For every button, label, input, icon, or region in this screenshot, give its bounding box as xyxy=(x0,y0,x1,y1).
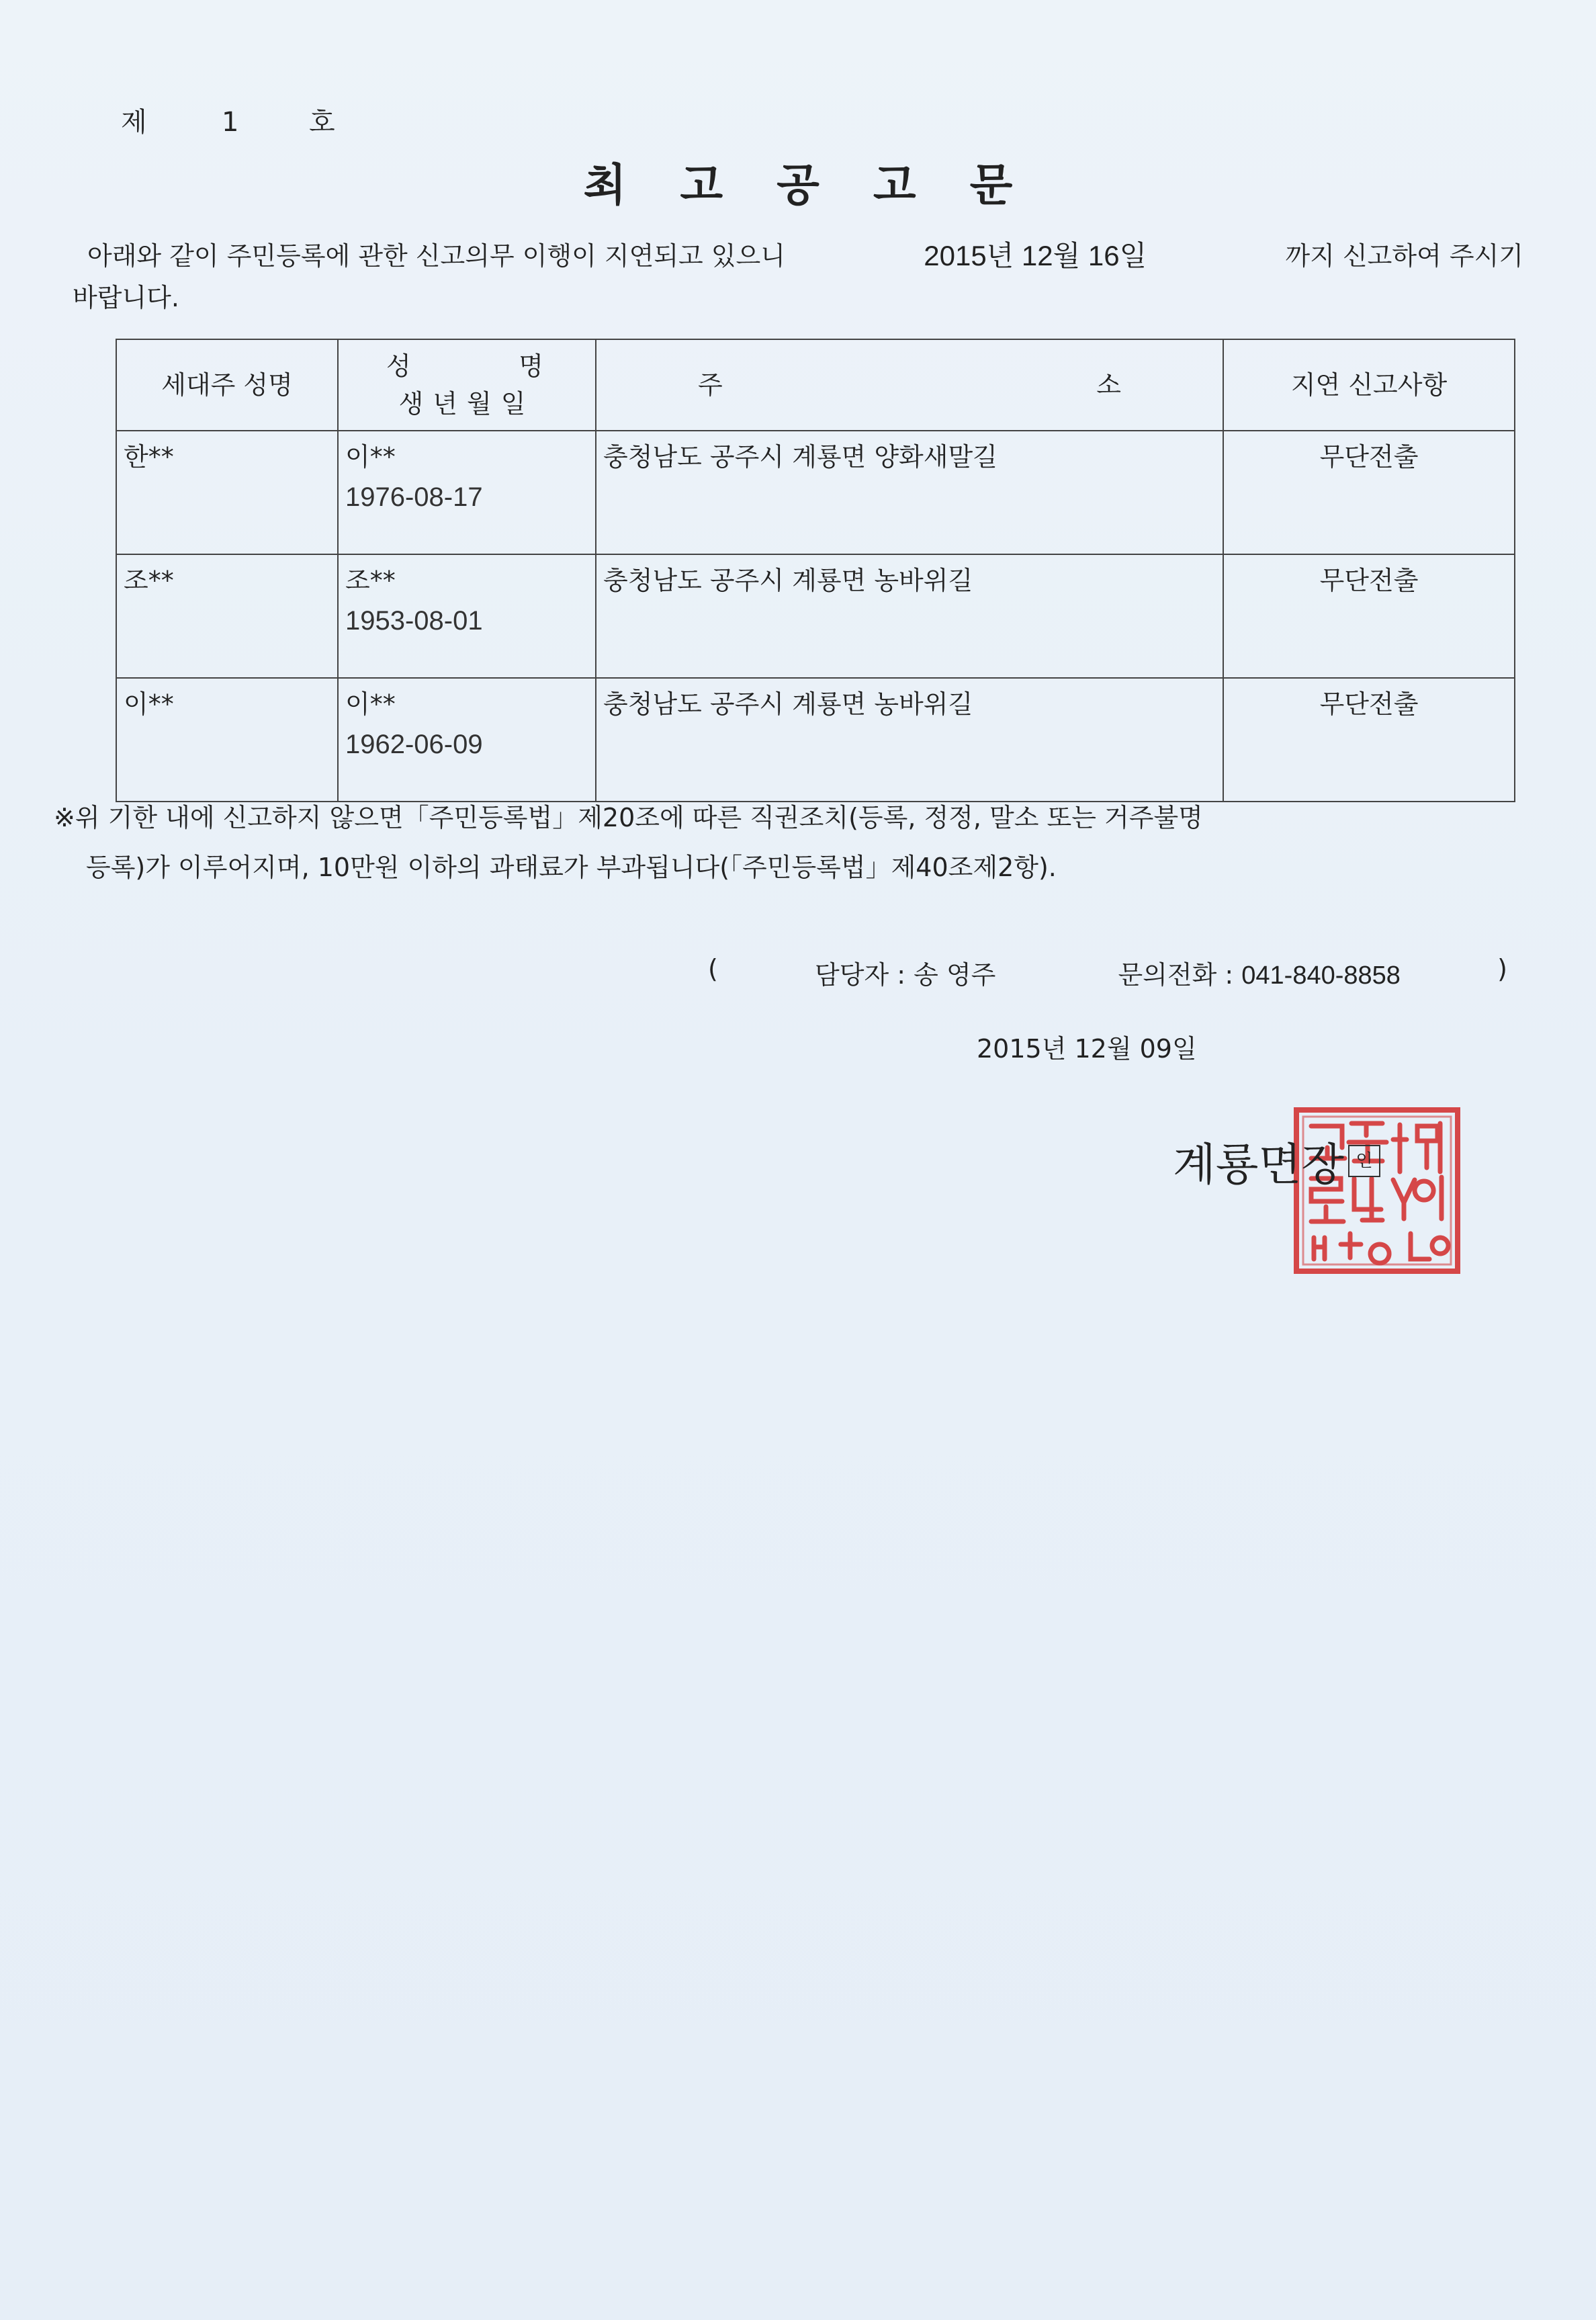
table-row xyxy=(116,554,1515,678)
table-row xyxy=(116,678,1515,802)
cell-birth: 1962-06-09 xyxy=(345,730,483,759)
contact-close-paren: ) xyxy=(1497,954,1507,984)
cell-name-birth xyxy=(338,431,596,554)
cell-householder: 이** xyxy=(116,678,338,802)
contact-open-paren: ( xyxy=(708,954,718,984)
document-title: 최고공고문 xyxy=(583,159,1067,211)
number-prefix: 제 xyxy=(121,107,147,138)
intro-text-before: 아래와 같이 주민등록에 관한 신고의무 이행이 지연되고 있으니 xyxy=(87,241,785,271)
document-number xyxy=(121,101,335,139)
cell-item: 무단전출 xyxy=(1223,678,1515,802)
cell-name-birth xyxy=(338,678,596,802)
header-address-left: 주 xyxy=(698,370,723,400)
intro-text-line2: 바랍니다. xyxy=(73,283,179,312)
header-name-birth xyxy=(338,339,596,431)
signature-title: 계룡면장 xyxy=(1173,1139,1345,1191)
number-suffix: 호 xyxy=(309,107,335,138)
remark-line2: 등록)가 이루어지며, 10만원 이하의 과태료가 부과됩니다(「주민등록법」제40조제2항). xyxy=(86,853,1057,882)
phone-label: 문의전화 : xyxy=(1118,960,1234,990)
cell-name-birth xyxy=(338,554,596,678)
remark-line1: ※위 기한 내에 신고하지 않으면「주민등록법」제20조에 따른 직권조치(등록, 정정, 말소 또는 거주불명 xyxy=(54,803,1203,832)
manager-name: 송 영주 xyxy=(914,960,996,990)
remark-note xyxy=(54,793,1505,892)
issue-date: 2015년 12월 09일 xyxy=(977,1034,1197,1064)
intro-text-after: 까지 신고하여 주시기 xyxy=(1285,241,1523,271)
header-name-right: 명 xyxy=(519,351,547,381)
phone-number: 041-840-8858 xyxy=(1241,961,1401,990)
header-address xyxy=(596,339,1223,431)
header-name-left: 성 xyxy=(386,351,415,381)
cell-name: 조** xyxy=(345,566,396,595)
contact-info xyxy=(708,954,1507,991)
cell-item: 무단전출 xyxy=(1223,554,1515,678)
header-birth: 생년월일 xyxy=(398,389,535,419)
header-address-right: 소 xyxy=(1096,370,1121,400)
header-householder: 세대주 성명 xyxy=(116,339,338,431)
header-item: 지연 신고사항 xyxy=(1223,339,1515,431)
table-row xyxy=(116,431,1515,554)
number-value: 1 xyxy=(222,107,239,138)
notice-table xyxy=(116,339,1515,802)
cell-householder: 조** xyxy=(116,554,338,678)
cell-item: 무단전출 xyxy=(1223,431,1515,554)
cell-householder: 한** xyxy=(116,431,338,554)
cell-address: 충청남도 공주시 계룡면 농바위길 xyxy=(596,554,1223,678)
seal-mark: 인 xyxy=(1348,1145,1380,1177)
table-header-row xyxy=(116,339,1515,431)
deadline-date: 2015년 12월 16일 xyxy=(924,240,1147,271)
signature-block xyxy=(1173,1129,1380,1193)
intro-paragraph xyxy=(73,235,1523,318)
cell-name: 이** xyxy=(345,689,396,719)
cell-name: 이** xyxy=(345,442,396,472)
cell-address: 충청남도 공주시 계룡면 양화새말길 xyxy=(596,431,1223,554)
cell-address: 충청남도 공주시 계룡면 농바위길 xyxy=(596,678,1223,802)
manager-label: 담당자 : xyxy=(815,960,906,990)
cell-birth: 1976-08-17 xyxy=(345,482,483,512)
cell-birth: 1953-08-01 xyxy=(345,606,483,636)
